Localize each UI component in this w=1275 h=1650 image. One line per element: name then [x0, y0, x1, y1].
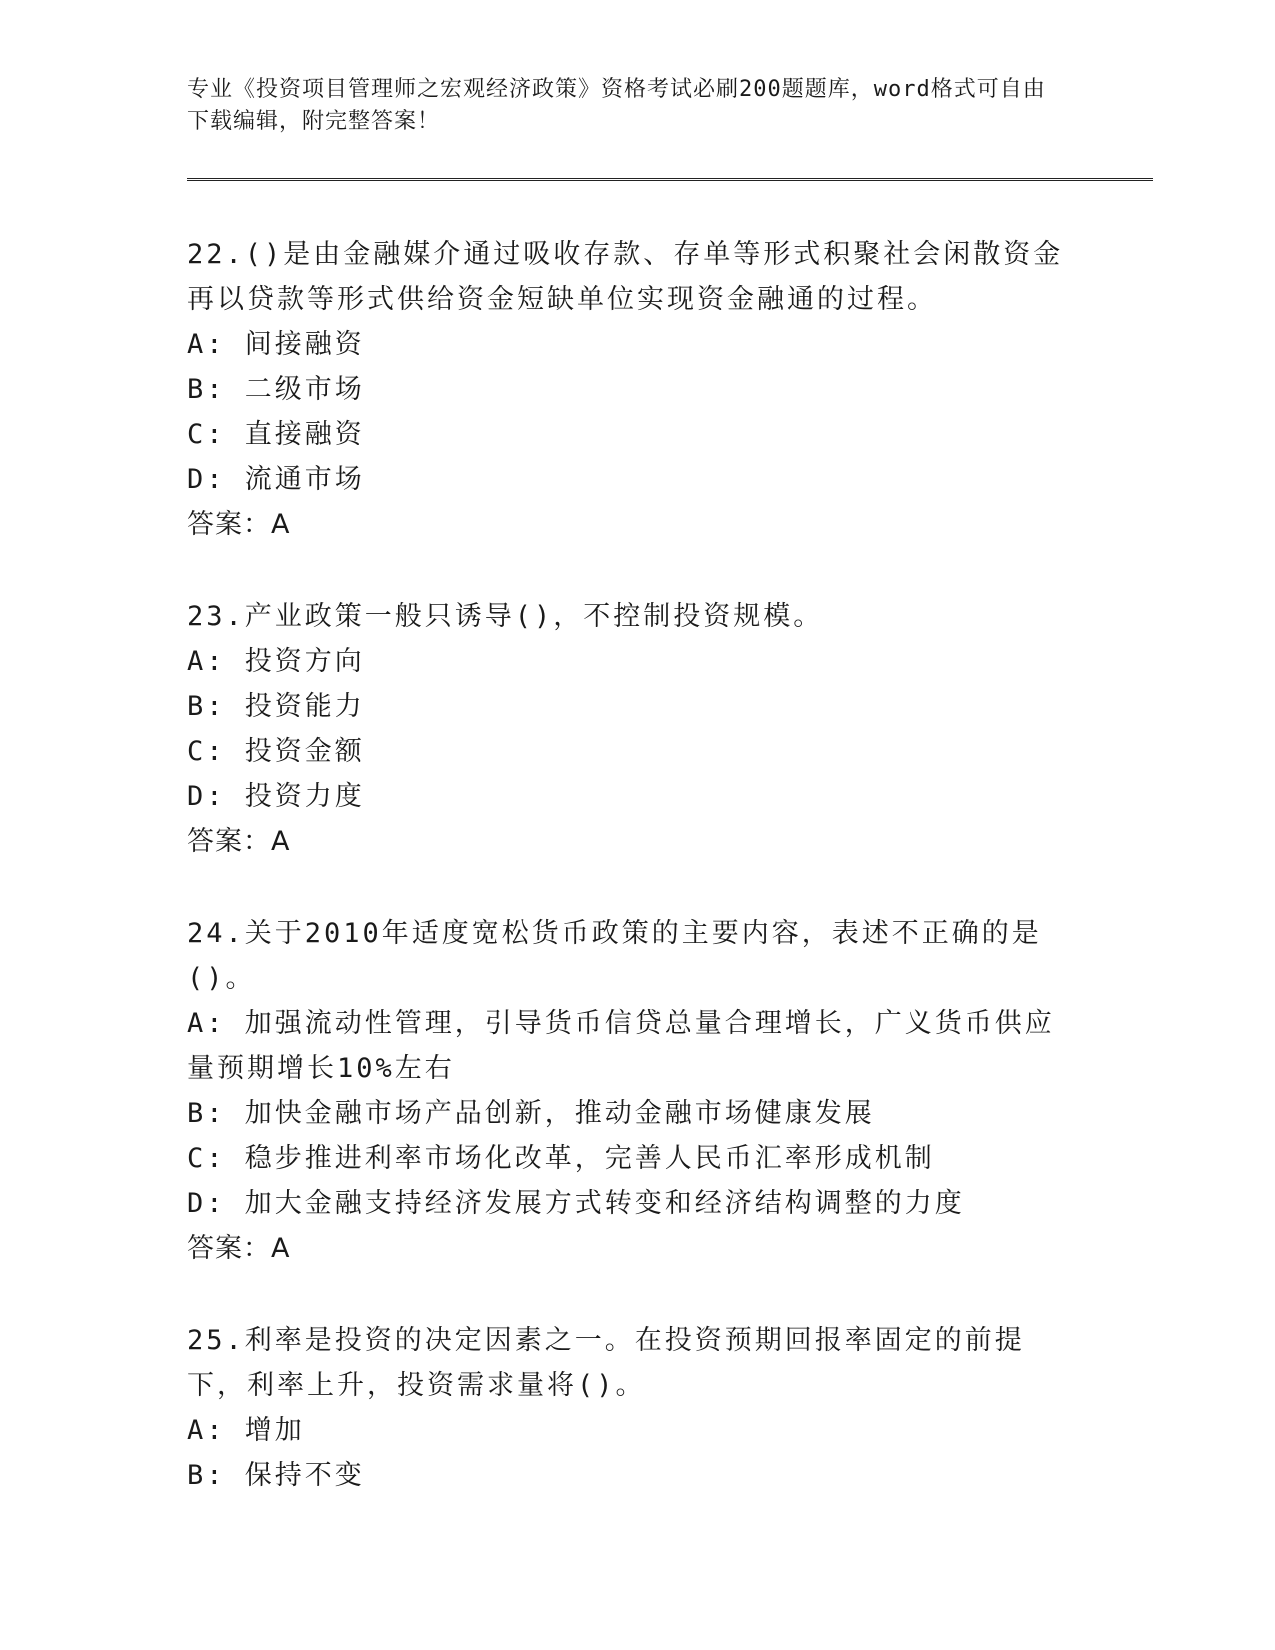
option-b: B: 加快金融市场产品创新，推动金融市场健康发展 — [187, 1098, 875, 1129]
question-stem: 23.产业政策一般只诱导()，不控制投资规模。 — [187, 601, 824, 632]
option-b: B: 保持不变 — [187, 1460, 365, 1491]
option-a: A: 增加 — [187, 1415, 305, 1446]
answer-line: 答案：A — [187, 826, 291, 857]
question-22 — [187, 232, 1077, 547]
option-c: C: 投资金额 — [187, 736, 365, 767]
question-24 — [187, 911, 1077, 1271]
option-d: D: 投资力度 — [187, 781, 365, 812]
option-b: B: 二级市场 — [187, 374, 365, 405]
option-c: C: 稳步推进利率市场化改革，完善人民币汇率形成机制 — [187, 1143, 935, 1174]
answer-line: 答案：A — [187, 1233, 291, 1264]
answer-line: 答案：A — [187, 509, 291, 540]
question-25 — [187, 1318, 1077, 1498]
option-a: A: 投资方向 — [187, 646, 365, 677]
option-a: A: 加强流动性管理，引导货币信贷总量合理增长，广义货币供应量预期增长10%左右 — [187, 1008, 1055, 1084]
question-23 — [187, 594, 1077, 864]
document-header: 专业《投资项目管理师之宏观经济政策》资格考试必刷200题题库，word格式可自由下载编辑，附完整答案！ — [187, 77, 1046, 134]
option-d: D: 加大金融支持经济发展方式转变和经济结构调整的力度 — [187, 1188, 965, 1219]
option-d: D: 流通市场 — [187, 464, 365, 495]
option-c: C: 直接融资 — [187, 419, 365, 450]
option-a: A: 间接融资 — [187, 329, 365, 360]
header-double-rule — [187, 178, 1153, 181]
question-stem: 25.利率是投资的决定因素之一。在投资预期回报率固定的前提下，利率上升，投资需求量将()。 — [187, 1325, 1025, 1401]
option-b: B: 投资能力 — [187, 691, 365, 722]
question-stem: 22.()是由金融媒介通过吸收存款、存单等形式积聚社会闲散资金再以贷款等形式供给资金短缺单位实现资金融通的过程。 — [187, 239, 1064, 315]
question-list — [187, 232, 1077, 1545]
question-stem: 24.关于2010年适度宽松货币政策的主要内容，表述不正确的是()。 — [187, 918, 1042, 994]
